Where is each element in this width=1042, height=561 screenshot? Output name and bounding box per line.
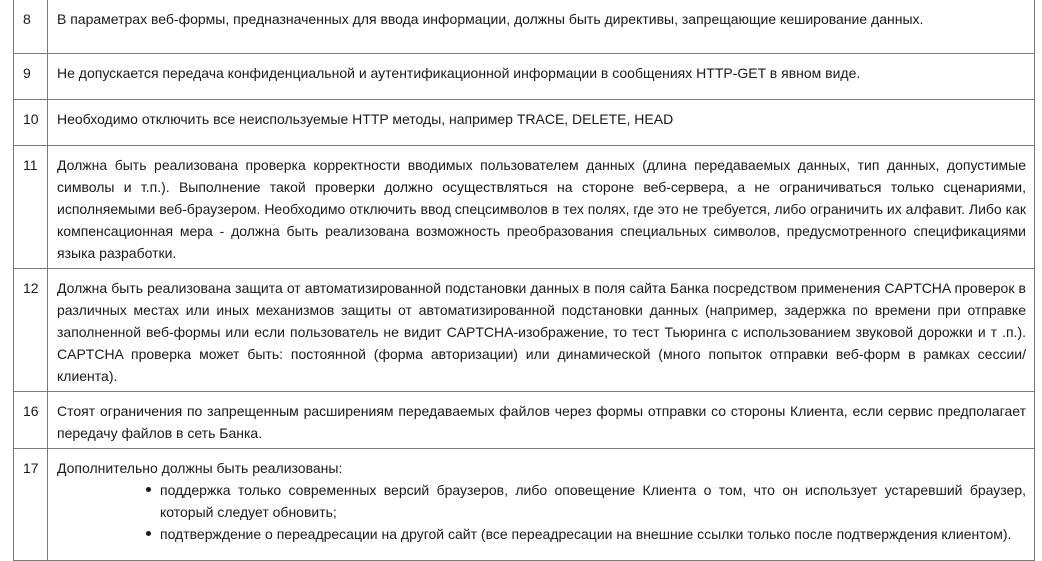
row-number: 12 [14,268,48,391]
bullet-item [146,479,1026,523]
requirements-table [13,0,1035,561]
row-number: 10 [14,99,48,145]
table-row [14,145,1035,268]
requirement-text-value: Необходимо отключить все неиспользуемые HTTP методы, например TRACE, DELETE, HEAD [57,110,674,127]
table-row [14,53,1035,99]
requirement-text-value: Не допускается передача конфиденциальной и аутентификационной информации в сообщениях HTTP-GET в явном виде. [57,64,861,81]
requirement-text [48,268,1035,391]
requirement-text-value: Стоят ограничения по запрещенным расширениям передаваемых файлов через формы отправки со стороны Клиента, если сервис предполагает передачу файлов в сеть Банка. [57,402,1026,441]
requirement-text [48,448,1035,560]
requirement-text [48,145,1035,268]
requirement-text [48,391,1035,448]
requirement-text-value: Должна быть реализована проверка корректности вводимых пользователем данных (длина передаваемых данных, тип данных, допустимые символы и т.п.). Выполнение такой проверки должно осуществляться на стороне веб-сервера, а не ограничиваться только сценариями, исполняемыми веб-браузером. Необходимо отключить ввод спецсимволов в тех полях, где это не требуется, либо ограничить их алфавит. Либо как компенсационная мера - должна быть реализована возможность преобразования специальных символов, предусмотренного спецификациями языка разработки. [57,156,1026,261]
requirement-text [48,0,1035,53]
requirement-text [48,53,1035,99]
table-row [14,448,1035,560]
table-row [14,99,1035,145]
bullet-list [57,479,1026,545]
requirement-text-value: Должна быть реализована защита от автоматизированной подстановки данных в поля сайта Банка посредством применения CAPTCHA проверок в различных местах или иных механизмов защиты от автоматизированной подстановки данных (например, задержка по времени при отправке заполненной веб-формы или если пользователь не видит CAPTCHA-изображение, то тест Тьюринга с использованием звуковой дорожки и т .п.). CAPTCHA проверка может быть: постоянной (форма авторизации) или динамической (много попыток отправки веб-форм в рамках сессии/клиента). [57,279,1026,384]
requirement-text-value: Дополнительно должны быть реализованы: [57,459,343,476]
row-number: 17 [14,448,48,560]
requirement-text [48,99,1035,145]
row-number: 16 [14,391,48,448]
table-row [14,268,1035,391]
bullet-text: поддержка только современных версий браузеров, либо оповещение Клиента о том, что он использует устаревший браузер, который следует обновить; [160,481,1026,520]
table-row [14,391,1035,448]
row-number: 9 [14,53,48,99]
table-row [14,0,1035,53]
row-number: 8 [14,0,48,53]
row-number: 11 [14,145,48,268]
bullet-text: подтверждение о переадресации на другой сайт (все переадресации на внешние ссылки только после подтверждения клиентом). [160,525,1012,542]
requirement-text-value: В параметрах веб-формы, предназначенных для ввода информации, должны быть директивы, запрещающие кеширование данных. [57,11,924,27]
bullet-item [146,523,1026,545]
